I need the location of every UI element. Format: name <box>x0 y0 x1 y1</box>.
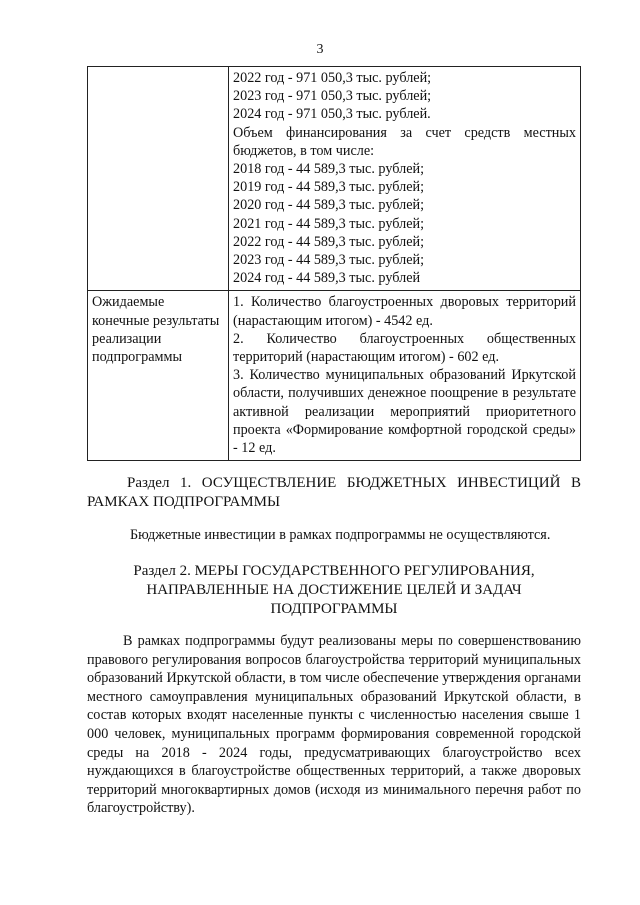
financing-local-budget-heading: Объем финансирования за счет средств местных бюджетов, в том числе: <box>233 124 576 159</box>
financing-line: 2024 год - 44 589,3 тыс. рублей <box>233 270 421 287</box>
expected-result-item: 2. Количество благоустроенных общественных территорий (нарастающим итогом) - 602 ед. <box>233 330 576 366</box>
expected-results-label: Ожидаемые конечные результаты реализации подпрограммы <box>88 291 229 461</box>
financing-line: 2020 год - 44 589,3 тыс. рублей; <box>233 197 425 214</box>
financing-line: 2022 год - 971 050,3 тыс. рублей; <box>233 70 432 86</box>
financing-line: 2019 год - 44 589,3 тыс. рублей; <box>233 179 425 196</box>
financing-line: 2021 год - 44 589,3 тыс. рублей; <box>233 215 425 232</box>
section2-heading: Раздел 2. МЕРЫ ГОСУДАРСТВЕННОГО РЕГУЛИРОВАНИЯ, НАПРАВЛЕННЫЕ НА ДОСТИЖЕНИЕ ЦЕЛЕЙ И ЗАДАЧ ПОДПРОГРАММЫ <box>133 563 535 617</box>
financing-line: 2018 год - 44 589,3 тыс. рублей; <box>233 161 425 178</box>
page-number: 3 <box>316 42 324 57</box>
table-row-expected-results <box>88 291 581 461</box>
expected-results-content-cell <box>229 291 581 461</box>
financing-line: 2022 год - 44 589,3 тыс. рублей; <box>233 233 425 250</box>
financing-content-cell <box>229 67 581 291</box>
section1-text: Бюджетные инвестиции в рамках подпрограммы не осуществляются. <box>130 527 551 543</box>
section2-body: В рамках подпрограммы будут реализованы меры по совершенствованию правового регулирования вопросов благоустройства территорий муниципальных образований Иркутской области, в том числе обеспечение утверждения органами местного самоуправления муниципальных образований Иркутской области, в состав которых входят населенные пункты с численностью населения свыше 1 000 человек, муниципальных программ формирования современной городской среды на 2018 - 2024 годы, предусматривающих благоустройство всех нуждающихся в благоустройстве общественных территорий, а также дворовых территорий многоквартирных домов (исходя из минимального перечня работ по благоустройству). <box>87 633 581 817</box>
expected-result-item: 1. Количество благоустроенных дворовых территорий (нарастающим итогом) - 4542 ед. <box>233 294 576 329</box>
financing-line: 2023 год - 44 589,3 тыс. рублей; <box>233 252 425 269</box>
table-row-financing <box>88 67 581 291</box>
financing-line: 2024 год - 971 050,3 тыс. рублей. <box>233 106 431 123</box>
section1-heading: Раздел 1. ОСУЩЕСТВЛЕНИЕ БЮДЖЕТНЫХ ИНВЕСТИЦИЙ В РАМКАХ ПОДПРОГРАММЫ <box>87 475 581 510</box>
financing-line: 2023 год - 971 050,3 тыс. рублей; <box>233 88 432 105</box>
financing-label-cell <box>88 67 229 291</box>
expected-result-item: 3. Количество муниципальных образований Иркутской области, получивших денежное поощрение в результате активной реализации мероприятий приоритетного проекта «Формирование комфортной городской среды» - 12 ед. <box>233 367 576 457</box>
subprogram-passport-table <box>87 66 581 461</box>
